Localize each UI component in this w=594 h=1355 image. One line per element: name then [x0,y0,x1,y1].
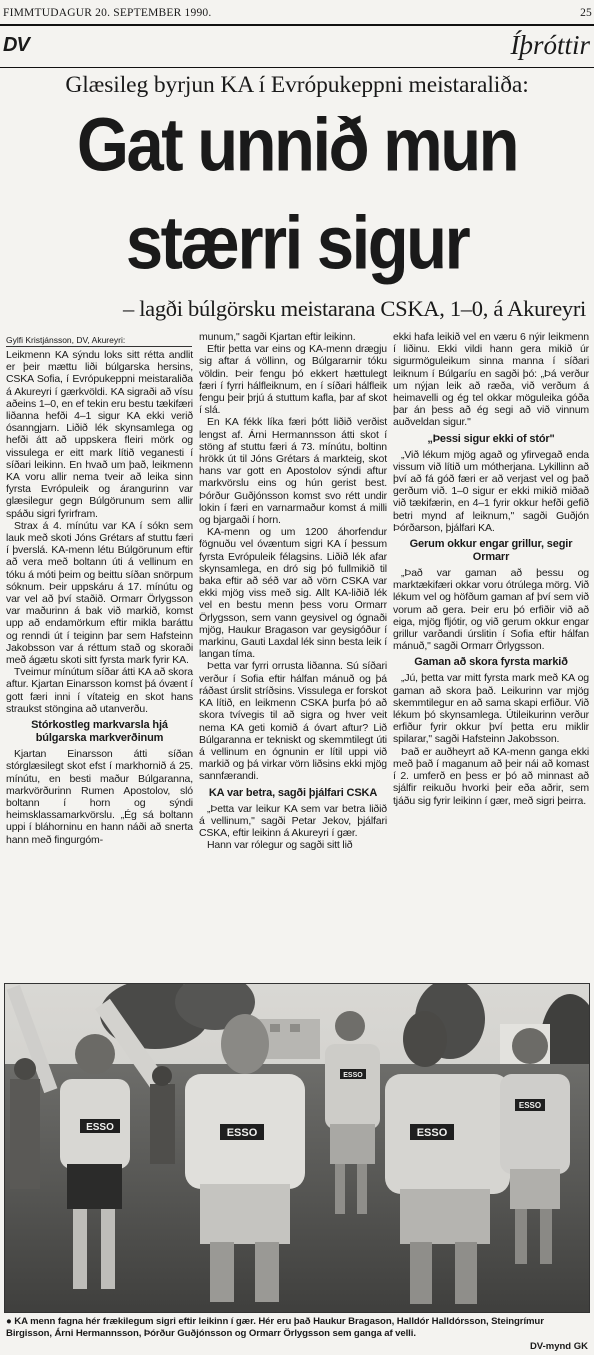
paragraph: Það er auðheyrt að KA-menn ganga ekki með það í maganum að þeir nái að komast í 2. umferð en þess er þó að minnast að sjálfir reikuðu hvorki þeir eða aðrir, sem tjáðu sig fyrir leikinn í gær, með sigri þeirra. [393,745,589,807]
shirt-logo: ESSO [86,1122,114,1133]
players-celebrating-photo [5,984,590,1313]
headline-line-2: stærri sigur [125,201,469,286]
headline-line-1: Gat unnið mun [76,103,518,188]
paragraph: En KA fékk líka færi þótt liðið verðist lengst af. Árni Hermannsson átti skot í stöng af stuttu færi á 73. mínútu, boltinn hrökk út til Jóns Grétars á markteig, skot hans var gott en Apostolov sýndi aftur markvörslu eins og hún gerist best. Þórður Guðjónsson komst svo rétt undir lokin í færi en varnarmaður komst á milli og bjargaði í horn. [199,416,387,527]
byline-rule [6,346,192,347]
kicker: Glæsileg byrjun KA í Evrópukeppni meistaraliða: [65,72,529,98]
paragraph: munum," sagði Kjartan eftir leikinn. [199,331,356,343]
paragraph: ekki hafa leikið vel en væru 6 nýir leikmenn í liðinu. Ekki vildi hann gera mikið úr sigurmöguleikum sinna manna í síðari leiknum í Búlgaríu en sagði þó: „Þá verður um nýjan leik að ræða, við verðum á heimavelli og ég tel okkar möguleika góða þar án þess að ég segi að við vinnum auðveldan sigur." [393,331,589,429]
paragraph: „Þetta var leikur KA sem var betra liðið á vellinum," sagði Petar Jekov, þjálfari CSKA, eftir leikinn á Akureyri í gær. [199,802,387,839]
paragraph: „Jú, þetta var mitt fyrsta mark með KA og gaman að skora það. Leikurinn var mjög skemmtilegur en að sama skapi erfiður. Við lékum þó skynsamlega. Útileikurinn verður erfiður fyrir okkur því þetta eru miklir spilarar," sagði Hafsteinn Jakobsson. [393,672,589,746]
issue-date: FIMMTUDAGUR 20. SEPTEMBER 1990. [3,7,212,19]
paragraph: Eftir þetta var eins og KA-menn drægju sig aftar á völlinn, og Búlgararnir tóku völdin. Þeir fengu þó ekkert hættulegt færi í fyrri hálfleiknum, en í síðari hálfleik fengu þeir þrjú á stuttum kafla, þar af skot í slá. [199,343,387,417]
shirt-logo: ESSO [226,1127,258,1139]
shirt-logo: ESSO [518,1101,542,1110]
intertitle: KA var betra, sagði þjálfari CSKA [208,786,378,799]
column-2 [199,331,387,851]
paragraph: „Það var gaman að þessu og marktækifæri okkar voru ótrúlega mörg. Við lékum vel og höfðum gaman af því sem við vorum að gera. Þeir eru þó erfiðir við að eiga, mjög fljótir, og við gerum okkur engar grillur varðandi úrslitin í Sofia eftir hálfan mánuð," sagði Ormarr Örlygsson. [393,567,589,653]
intertitle: Gerum okkur engar grillur, segir Ormarr [409,538,573,564]
paragraph: Strax á 4. mínútu var KA í sókn sem lauk með skoti Jóns Grétars af stuttu færi í þverslá. KA-menn létu Búlgörunum eftir að vera með boltann úti á vellinum en tóku á móti þeim og beittu síðan snörpum sóknum. Þeir uppskáru á 17. mínútu og var vel að því staðið. Ormarr Örlygsson var maðurinn á bak við markið, komst upp að endamörkum eftir mikla baráttu og renndi út í teiginn þar sem Hafsteinn Jakobsson var á réttum stað og skoraði með ágætu skoti sitt fyrsta mark fyrir KA. [6,519,193,667]
intertitle: „Þessi sigur ekki of stór" [427,432,555,445]
column-1 [6,349,193,846]
masthead [0,28,594,66]
shirt-logo: ESSO [343,1072,363,1079]
header-rule [0,24,594,26]
paragraph: Hann var rólegur og sagði sitt lið [207,839,353,852]
paragraph: KA-menn og um 1200 áhorfendur fögnuðu vel óvæntum sigri KA í þessum fyrsta Evrópuleik félagsins. Liðið lék afar skynsamlega, en dró sig þó fullmikið til baka eftir að séð var að vörn CSKA var ekki mjög viss með sig. Allt KA-liðið lék vel en bestu menn þess voru Ormarr Örlygsson, sem vann geysivel og ógnaði mjög, Haukur Bragason var geysigóður í markinu, Gauti Laxdal lék sinn besta leik í langan tíma. [199,526,387,661]
photo-credit: DV-mynd GK [529,1341,588,1352]
subhead: – lagði búlgörsku meistarana CSKA, 1–0, á Akureyri [122,296,586,321]
paragraph: Tveimur mínútum síðar átti KA að skora aftur. Kjartan Einarsson komst þá óvænt í gott færi inni í vítateig en skot hans straukst stöngina að utanverðu. [6,666,193,715]
paragraph: „Við lékum mjög agað og yfirvegað enda vissum við lítið um mótherjana. Lykillinn að því að fá góð færi er að verjast vel og það gerðum við. 1–0 sigur er ekki mikið miðað við tækifærin, en 4–1 fyrir okkur hefði gefið betri mynd af leiknum," sagði Guðjón Þórðarson, þjálfari KA. [393,448,589,534]
page-number: 25 [580,7,592,19]
byline: Gylfi Kristjánsson, DV, Akureyri: [6,335,126,345]
page-header-line [0,4,594,24]
section-title: Íþróttir [510,30,590,60]
dv-logo: DV [3,34,29,56]
match-photo [4,983,590,1313]
paragraph: Þetta var fyrri orrusta liðanna. Sú síðari verður í Sofia eftir hálfan mánuð og þá ráðast úrslit stríðsins. Vissulega er forskot KA lítið, en leikmenn CSKA þurfa þó að skora tvívegis til að sigra og hver veit nema KA geti komið á óvart aftur? Lið Búlgaranna er tekniskt og skemmtilegt úti á vellinum en ógnunin er lítil uppi við markið og þá virkar vörn liðsins ekki mjög sannfærandi. [199,660,387,783]
column-3 [393,331,589,807]
intertitle: Stórkostleg markvarsla hjá búlgarska markverðinum [31,719,168,745]
masthead-rule [0,67,594,68]
shirt-logo: ESSO [416,1127,448,1139]
photo-caption: ● KA menn fagna hér frækilegum sigri eftir leikinn í gær. Hér eru það Haukur Bragason, Halldór Halldórsson, Steingrímur Birgisson, Árni Hermannsson, Þórður Guðjónsson og Ormarr Örlygsson sem ganga af velli. [6,1316,544,1339]
paragraph: Leikmenn KA sýndu loks sitt rétta andlit er þeir mættu liði búlgarska hersins, CSKA Sofia, í Evrópukeppni meistaraliða á Akureyri í gærkvöldi. KA sigraði að vísu aðeins 1–0, en ef tekin eru bestu tækifæri liðanna hefði 4–1 sigur KA ekki verið ósanngjarn. Liðið lék skynsamlega og hefði átt að uppskera fleiri mörk og vissulega er eitt mark lítið veganesti í síðari leikinn. En hvað um það, leikmenn KA voru allir nema tveir að leika sinn fyrsta Evrópuleik og árangurinn var glæsilegur gegn Búlgörunum sem allir spáðu sigri fyrirfram. [6,349,193,520]
paragraph: Kjartan Einarsson átti síðan stórglæsilegt skot efst í markhornið á 25. mínútu, en besti maður Búlgaranna, markvörðurinn Rumen Apostolov, sló boltann í horn og sýndi heimsklassamarkvörslu. „Ég sá boltann uppi í bláhorninu en hann náði að snerta hann með fingurgóm- [6,748,193,846]
intertitle: Gaman að skora fyrsta markið [414,656,568,669]
